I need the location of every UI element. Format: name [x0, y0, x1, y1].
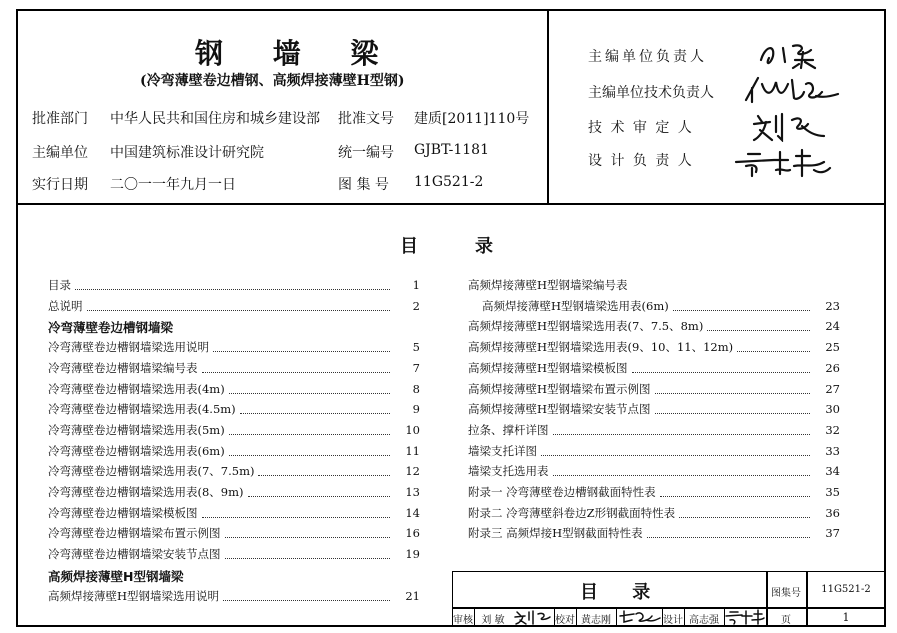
toc-entry-page: 26	[825, 360, 840, 375]
toc-entry[interactable]	[48, 483, 420, 501]
toc-entry[interactable]	[468, 483, 840, 501]
toc-entry-title: 冷弯薄壁卷边槽钢墙梁选用表(8、9m)	[48, 485, 244, 499]
toc-entry[interactable]	[48, 442, 420, 460]
toc-entry[interactable]	[468, 524, 840, 542]
unified-no-value: GJBT-1181	[414, 142, 489, 158]
atlas-no-value: 11G521-2	[414, 174, 484, 190]
approval-dept-label: 批准部门	[32, 111, 88, 127]
toc-entry-page: 16	[405, 526, 420, 541]
toc-leader-dots	[553, 425, 811, 435]
toc-entry[interactable]	[468, 359, 840, 377]
reviewer-name: 刘 敏	[481, 615, 505, 626]
toc-leader-dots	[75, 280, 390, 290]
toc-entry-page: 2	[412, 298, 420, 313]
reviewer-signature	[514, 608, 554, 626]
tech-reviewer-label: 技 术 审 定 人	[588, 120, 694, 136]
toc-entry[interactable]	[468, 504, 840, 522]
toc-entry-page: 23	[825, 298, 840, 313]
toc-entry-title: 附录二 冷弯薄壁斜卷边Z形钢截面特性表	[468, 505, 676, 520]
toc-title-left: 目	[400, 236, 418, 257]
toc-entry[interactable]	[468, 400, 840, 418]
tb-sep-3	[576, 608, 577, 627]
toc-entry[interactable]	[468, 317, 840, 335]
tb-sep-6	[684, 608, 685, 627]
approval-no-label: 批准文号	[338, 111, 394, 127]
toc-entry-title: 冷弯薄壁卷边槽钢墙梁选用表(6m)	[48, 443, 225, 458]
toc-leader-dots	[673, 301, 810, 311]
toc-entry-page: 11	[405, 443, 420, 458]
toc-leader-dots	[87, 301, 391, 311]
toc-entry[interactable]	[468, 276, 840, 294]
toc-title-right: 录	[475, 236, 493, 257]
toc-leader-dots	[655, 384, 810, 394]
toc-entry-title: 高频焊接薄壁H型钢墙梁模板图	[468, 360, 628, 375]
toc-leader-dots	[541, 446, 810, 456]
toc-entry[interactable]	[48, 359, 420, 377]
toc-leader-dots	[225, 549, 391, 559]
toc-entry[interactable]	[468, 462, 840, 480]
toc-entry-title: 冷弯薄壁卷边槽钢墙梁模板图	[48, 505, 198, 520]
toc-entry-page: 30	[825, 402, 840, 417]
review-label: 审核	[453, 615, 473, 626]
chief-editor-label: 主编单位负责人	[588, 49, 707, 65]
unified-no-label: 统一编号	[338, 145, 394, 161]
toc-entry-title: 高频焊接薄壁H型钢墙梁编号表	[468, 278, 628, 292]
toc-leader-dots	[655, 404, 810, 414]
toc-entry[interactable]	[48, 504, 420, 522]
toc-entry[interactable]	[48, 524, 420, 542]
toc-entry-page: 32	[825, 422, 840, 437]
tb-sep-4	[616, 608, 617, 627]
toc-entry-page: 27	[825, 381, 840, 396]
toc-entry[interactable]	[468, 442, 840, 460]
toc-entry[interactable]	[48, 587, 420, 605]
toc-entry-title: 高频焊接薄壁H型钢墙梁选用说明	[48, 588, 220, 603]
toc-leader-dots	[229, 384, 390, 394]
designer-signature	[724, 608, 766, 626]
toc-entry-page: 37	[825, 526, 840, 541]
toc-leader-dots	[660, 487, 810, 497]
header-vertical-divider	[547, 9, 549, 204]
toc-entry[interactable]	[468, 421, 840, 439]
toc-entry-title: 高频焊接薄壁H型钢墙梁安装节点图	[468, 402, 651, 417]
toc-leader-dots	[213, 342, 390, 352]
tb-sep-2	[554, 608, 555, 627]
toc-leader-dots	[632, 363, 810, 373]
toc-entry-title: 目录	[48, 278, 71, 292]
toc-entry-title: 总说明	[48, 298, 83, 313]
toc-entry-title: 冷弯薄壁卷边槽钢墙梁选用表(4.5m)	[48, 402, 236, 417]
toc-leader-dots	[225, 528, 391, 538]
toc-entry-page: 24	[825, 319, 840, 334]
tech-chief-label: 主编单位技术负责人	[588, 85, 714, 101]
toc-entry-title: 冷弯薄壁卷边槽钢墙梁选用表(5m)	[48, 422, 225, 437]
toc-leader-dots	[202, 363, 391, 373]
toc-entry-page: 7	[412, 360, 420, 375]
toc-leader-dots	[240, 404, 390, 414]
toc-entry[interactable]	[48, 276, 420, 294]
atlas-no-cell: 11G521-2	[821, 584, 871, 595]
checker-name: 黄志刚	[581, 615, 611, 626]
toc-entry-page: 33	[825, 443, 840, 458]
design-label: 设计	[663, 615, 683, 626]
signature-design-lead	[734, 146, 834, 180]
toc-entry[interactable]	[48, 297, 420, 315]
toc-entry-page: 36	[825, 505, 840, 520]
toc-entry-title: 冷弯薄壁卷边槽钢墙梁选用表(7、7.5m)	[48, 464, 255, 479]
toc-entry-page: 19	[405, 547, 420, 562]
tb-sep-5	[662, 608, 663, 627]
title-block-name: 目 录	[580, 582, 665, 603]
toc-entry[interactable]	[468, 380, 840, 398]
toc-entry-title: 高频焊接薄壁H型钢墙梁布置示例图	[468, 381, 651, 396]
atlas-no-label-cell: 图集号	[771, 588, 801, 599]
toc-leader-dots	[647, 528, 810, 538]
atlas-subtitle: (冷弯薄壁卷边槽钢、高频焊接薄壁H型钢)	[140, 73, 405, 89]
check-label: 校对	[555, 615, 575, 626]
toc-entry-title: 附录三 高频焊接H型钢截面特性表	[468, 526, 643, 541]
toc-leader-dots	[248, 487, 390, 497]
toc-entry-title: 墙梁支托选用表	[468, 464, 549, 479]
toc-entry[interactable]	[482, 297, 840, 315]
toc-entry[interactable]	[48, 545, 420, 563]
signature-tech-reviewer	[750, 110, 830, 142]
page-label-cell: 页	[781, 615, 791, 626]
toc-entry-page: 35	[825, 485, 840, 499]
signature-tech-chief	[742, 72, 842, 106]
design-lead-label: 设 计 负 责 人	[588, 153, 694, 169]
editor-unit-label: 主编单位	[32, 145, 88, 161]
designer-name: 高志强	[689, 615, 719, 626]
toc-leader-dots	[229, 446, 390, 456]
toc-entry-page: 14	[405, 505, 420, 520]
toc-entry-page: 1	[412, 278, 420, 292]
toc-entry-title: 冷弯薄壁卷边槽钢墙梁布置示例图	[48, 526, 221, 541]
tb-sep-7	[724, 608, 725, 627]
toc-entry-page: 21	[405, 588, 420, 603]
toc-leader-dots	[707, 321, 810, 331]
toc-entry-page: 8	[412, 381, 420, 396]
effective-date-label: 实行日期	[32, 177, 88, 193]
toc-entry[interactable]	[468, 338, 840, 356]
toc-entry-title: 冷弯薄壁卷边槽钢墙梁编号表	[48, 360, 198, 375]
toc-entry-title: 冷弯薄壁卷边槽钢墙梁选用说明	[48, 340, 209, 355]
editor-unit-value: 中国建筑标准设计研究院	[110, 145, 264, 161]
toc-entry-title: 拉条、撑杆详图	[468, 422, 549, 437]
toc-entry-page: 25	[825, 340, 840, 355]
toc-leader-dots	[223, 591, 390, 601]
atlas-no-label: 图 集 号	[338, 177, 389, 193]
toc-entry-title: 墙梁支托详图	[468, 443, 537, 458]
approval-no-value: 建质[2011]110号	[414, 111, 530, 127]
toc-section-heading: 高频焊接薄壁H型钢墙梁	[48, 568, 184, 584]
toc-entry-title: 高频焊接薄壁H型钢墙梁选用表(7、7.5、8m)	[468, 319, 704, 334]
toc-entry-page: 34	[825, 464, 840, 479]
toc-leader-dots	[229, 425, 390, 435]
checker-signature	[618, 608, 662, 626]
toc-entry-page: 10	[405, 422, 420, 437]
signature-chief-editor	[755, 38, 845, 70]
header-divider	[16, 203, 886, 205]
toc-entry[interactable]	[48, 421, 420, 439]
toc-leader-dots	[553, 466, 811, 476]
toc-section-heading: 冷弯薄壁卷边槽钢墙梁	[48, 320, 174, 336]
approval-dept-value: 中华人民共和国住房和城乡建设部	[110, 111, 320, 127]
toc-entry-title: 冷弯薄壁卷边槽钢墙梁选用表(4m)	[48, 381, 225, 396]
toc-entry-page: 9	[412, 402, 420, 417]
toc-leader-dots	[258, 466, 390, 476]
toc-entry-title: 冷弯薄壁卷边槽钢墙梁安装节点图	[48, 547, 221, 562]
toc-leader-dots	[737, 342, 810, 352]
toc-entry-title: 高频焊接薄壁H型钢墙梁选用表(6m)	[482, 298, 669, 313]
toc-entry-page: 13	[405, 485, 420, 499]
toc-leader-dots	[679, 508, 810, 518]
toc-entry[interactable]	[48, 380, 420, 398]
effective-date-value: 二〇一一年九月一日	[110, 177, 236, 193]
toc-entry-page: 12	[405, 464, 420, 479]
toc-entry[interactable]	[48, 338, 420, 356]
tb-sep-1	[474, 608, 475, 627]
atlas-title: 钢 墙 梁	[195, 37, 399, 70]
toc-entry[interactable]	[48, 400, 420, 418]
toc-entry-title: 附录一 冷弯薄壁卷边槽钢截面特性表	[468, 485, 656, 499]
toc-entry-page: 5	[412, 340, 420, 355]
toc-leader-dots	[202, 508, 391, 518]
page-no-cell: 1	[842, 611, 850, 624]
toc-entry-title: 高频焊接薄壁H型钢墙梁选用表(9、10、11、12m)	[468, 340, 734, 355]
toc-entry[interactable]	[48, 462, 420, 480]
